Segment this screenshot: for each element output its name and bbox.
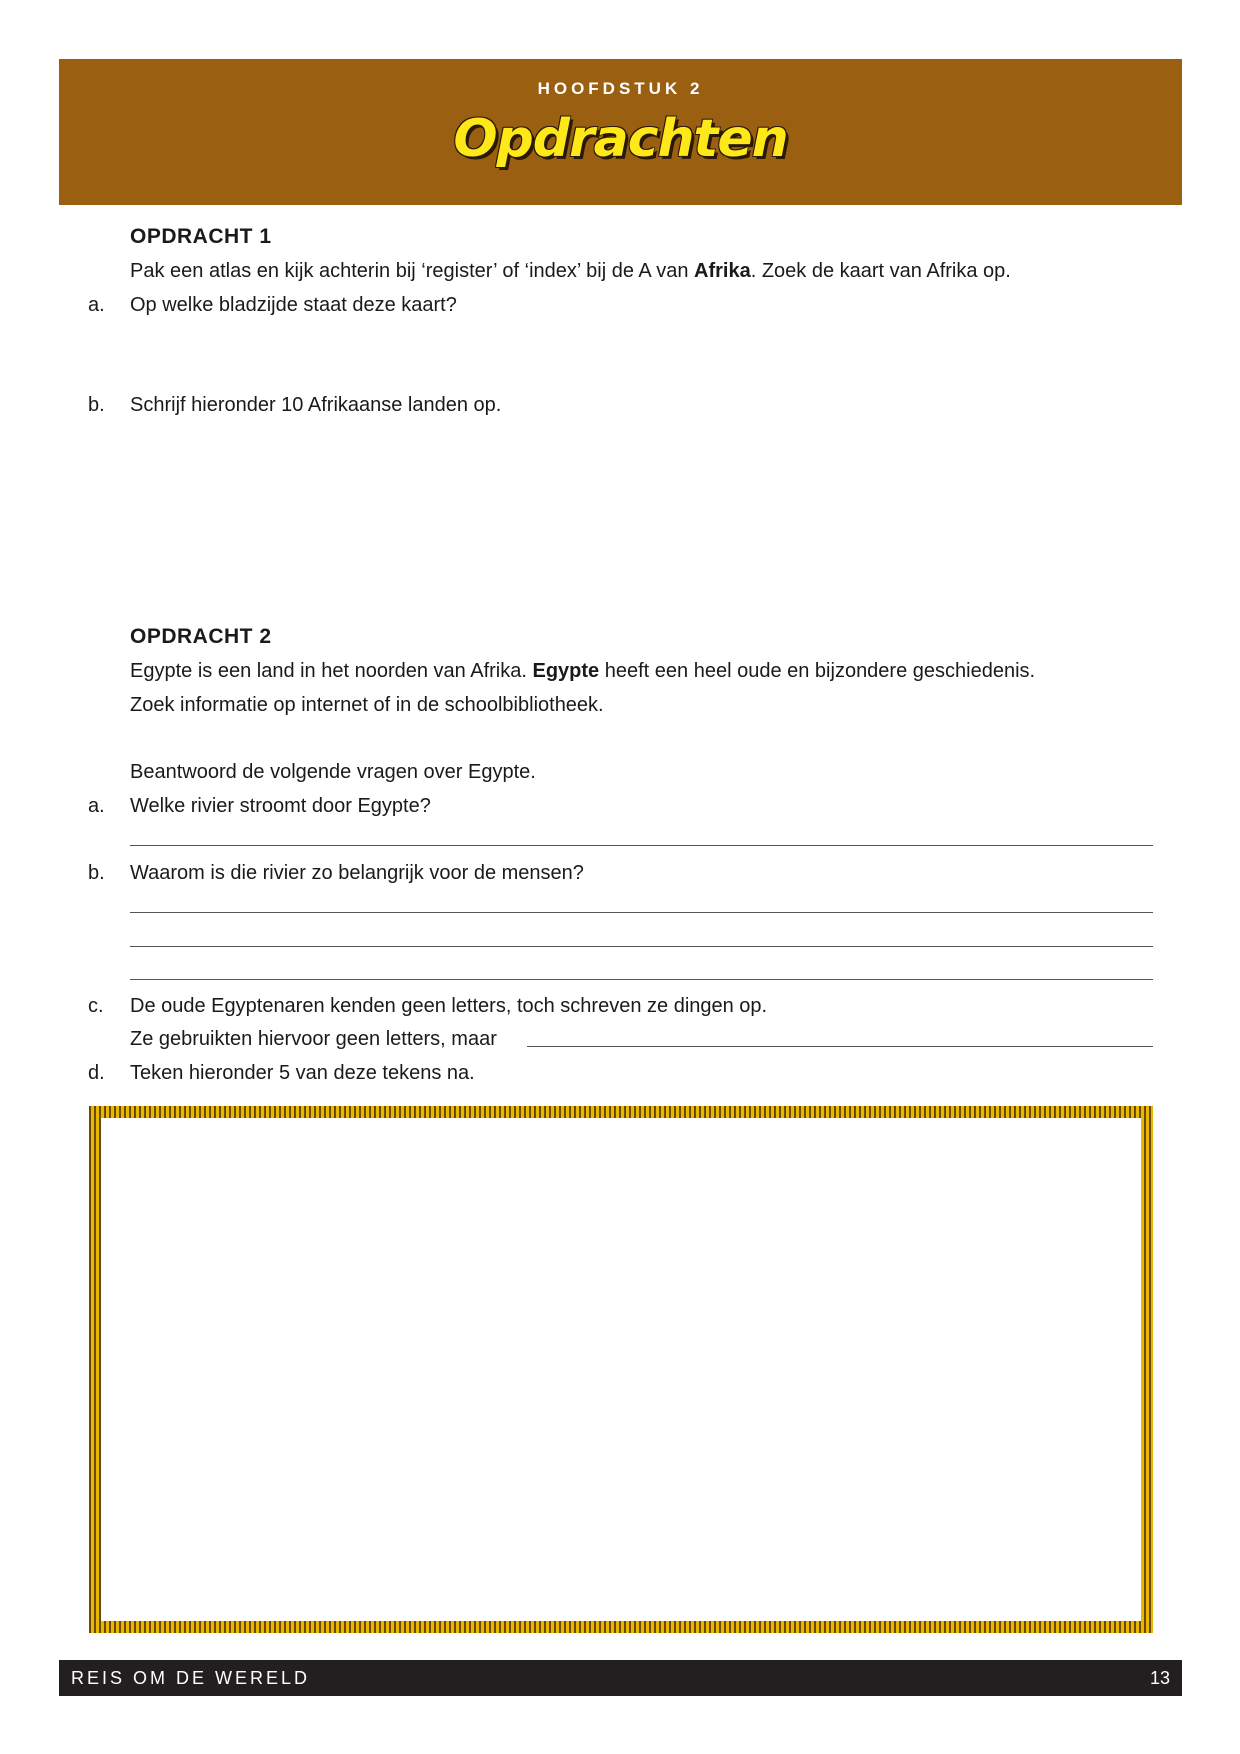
intro-text: Egypte is een land in het noorden van Afrika.: [130, 660, 533, 682]
answer-line[interactable]: [130, 845, 1153, 846]
answer-line[interactable]: [130, 946, 1153, 947]
page-number: 13: [1149, 1668, 1170, 1688]
assignment-2-heading: OPDRACHT 2: [130, 625, 272, 648]
question-2d: Teken hieronder 5 van deze tekens na.: [130, 1062, 475, 1084]
intro-bold: Afrika: [694, 260, 751, 282]
question-letter: a.: [88, 795, 105, 817]
assignment-1-heading: OPDRACHT 1: [130, 225, 272, 248]
assignment-2-intro-1: [130, 659, 1035, 683]
question-1b: Schrijf hieronder 10 Afrikaanse landen op.: [130, 394, 502, 416]
answer-line[interactable]: [130, 912, 1153, 913]
question-letter: b.: [88, 394, 105, 416]
intro-text-end: . Zoek de kaart van Afrika op.: [750, 260, 1011, 282]
section-title: Opdrachten: [453, 109, 788, 169]
intro-text-end: heeft een heel oude en bijzondere geschiedenis.: [599, 660, 1036, 682]
question-letter: c.: [88, 995, 104, 1017]
intro-text: Pak een atlas en kijk achterin bij ‘register’ of ‘index’ bij de A van: [130, 260, 695, 282]
assignment-2-intro-2: Zoek informatie op internet of in de schoolbibliotheek.: [130, 694, 604, 716]
page-footer: [59, 1660, 1182, 1696]
chapter-label: HOOFDSTUK 2: [537, 79, 704, 98]
drawing-box[interactable]: [89, 1106, 1153, 1633]
intro-bold: Egypte: [532, 660, 600, 682]
question-1a: Op welke bladzijde staat deze kaart?: [130, 294, 457, 316]
question-2c-continuation: Ze gebruikten hiervoor geen letters, maar: [130, 1028, 497, 1050]
question-2b: Waarom is die rivier zo belangrijk voor de mensen?: [130, 862, 584, 884]
question-letter: b.: [88, 862, 105, 884]
question-letter: a.: [88, 294, 105, 316]
question-letter: d.: [88, 1062, 105, 1084]
answer-line[interactable]: [130, 979, 1153, 980]
question-2c: De oude Egyptenaren kenden geen letters, toch schreven ze dingen op.: [130, 995, 768, 1017]
chapter-banner: [59, 59, 1182, 205]
book-title: REIS OM DE WERELD: [71, 1668, 311, 1688]
assignment-2-instruction: Beantwoord de volgende vragen over Egypte.: [130, 761, 536, 783]
question-2a: Welke rivier stroomt door Egypte?: [130, 795, 431, 817]
assignment-1-intro: [130, 259, 1011, 283]
answer-line[interactable]: [527, 1046, 1153, 1047]
